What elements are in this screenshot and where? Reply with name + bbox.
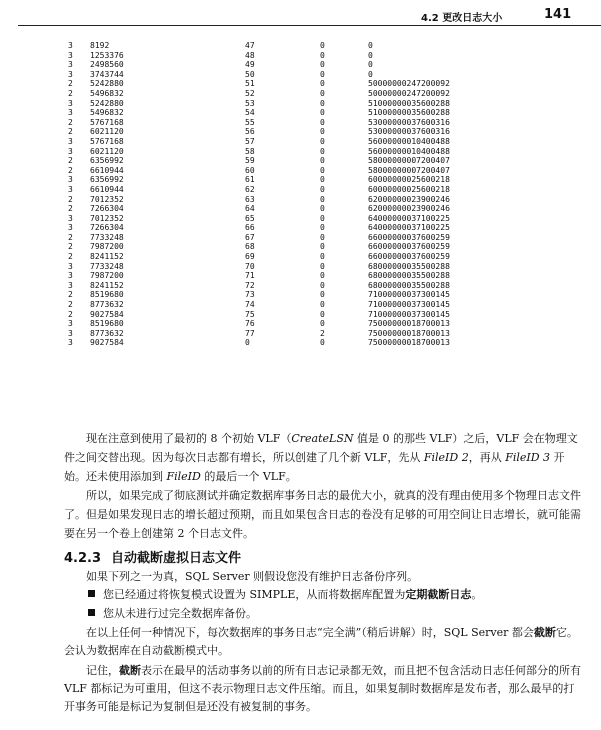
table-cell: 0	[320, 88, 325, 98]
section-title	[64, 547, 241, 566]
table-cell: 2	[68, 127, 73, 137]
table-row	[68, 137, 478, 147]
table-cell: 2	[68, 204, 73, 214]
table-cell: 6356992	[90, 156, 124, 166]
fileid-term: FileID	[166, 470, 201, 483]
table-cell: 0	[320, 98, 325, 108]
bullet-square-icon	[88, 590, 95, 597]
table-cell: 5767168	[90, 136, 124, 146]
table-cell: 2	[68, 88, 73, 98]
table-row	[68, 300, 478, 310]
table-row	[68, 118, 478, 128]
table-cell: 0	[320, 223, 325, 233]
table-cell: 0	[320, 50, 325, 60]
table-cell: 0	[320, 136, 325, 146]
table-row	[68, 147, 478, 157]
table-cell: 3	[68, 328, 73, 338]
table-row	[68, 329, 478, 339]
table-cell: 0	[320, 194, 325, 204]
table-cell: 2	[68, 300, 73, 310]
table-cell: 0	[320, 290, 325, 300]
table-cell: 2	[68, 156, 73, 166]
table-cell: 2	[68, 242, 73, 252]
table-cell: 60000000025600218	[368, 175, 450, 185]
table-cell: 0	[320, 69, 325, 79]
fileid3-term: FileID 3	[505, 451, 551, 464]
section-heading: 4.2 更改日志大小	[421, 13, 503, 24]
table-cell: 58000000007200407	[368, 156, 450, 166]
table-cell: 64000000037100225	[368, 223, 450, 233]
table-cell: 53	[245, 98, 255, 108]
table-cell: 7733248	[90, 232, 124, 242]
table-cell: 3	[68, 175, 73, 185]
table-cell: 0	[320, 41, 325, 50]
table-cell: 0	[320, 252, 325, 262]
table-cell: 67	[245, 232, 255, 242]
table-cell: 1253376	[90, 50, 124, 60]
table-cell: 3	[68, 213, 73, 223]
table-cell: 70	[245, 261, 255, 271]
table-cell: 0	[245, 338, 250, 348]
table-cell: 0	[320, 60, 325, 70]
table-cell: 49	[245, 60, 255, 70]
table-cell: 53000000037600316	[368, 127, 450, 137]
table-cell: 3	[68, 338, 73, 348]
vlf-table-body	[68, 41, 478, 348]
table-row	[68, 195, 478, 205]
table-cell: 54	[245, 108, 255, 118]
table-cell: 57	[245, 136, 255, 146]
table-row	[68, 252, 478, 262]
table-cell: 5242880	[90, 79, 124, 89]
table-cell: 50	[245, 69, 255, 79]
table-cell: 6021120	[90, 127, 124, 137]
table-cell: 9027584	[90, 338, 124, 348]
table-cell: 9027584	[90, 309, 124, 319]
table-cell: 0	[320, 309, 325, 319]
table-cell: 0	[320, 146, 325, 156]
table-cell: 2	[68, 309, 73, 319]
paragraph-vlf-alternation: 现在注意到使用了最初的 8 个初始 VLF（CreateLSN 值是 0 的那些 VLF）之后，VLF 会在物理文件之间交替出现。因为每次日志都有增长，所以创建了几个新 VLF，先从 FileID 2，再从 FileID 3 开始。还未使用添加到 FileID 的最后一个 VLF。	[64, 432, 578, 483]
table-cell: 3743744	[90, 69, 124, 79]
table-row	[68, 99, 478, 109]
table-cell: 7733248	[90, 261, 124, 271]
table-cell: 0	[368, 69, 373, 79]
table-cell: 65	[245, 213, 255, 223]
table-cell: 5496832	[90, 108, 124, 118]
vlf-table	[68, 41, 478, 348]
table-cell: 75000000018700013	[368, 319, 450, 329]
table-cell: 8192	[90, 41, 110, 50]
table-cell: 62	[245, 184, 255, 194]
table-cell: 3	[68, 69, 73, 79]
table-cell: 7266304	[90, 204, 124, 214]
paragraph-auto-truncate: 在以上任何一种情况下，每次数据库的事务日志“完全满”（稍后讲解）时，SQL Server 都会截断它。会认为数据库在自动截断模式中。	[64, 626, 578, 657]
table-cell: 74	[245, 300, 255, 310]
table-row	[68, 281, 478, 291]
table-row	[68, 262, 478, 272]
table-cell: 0	[320, 338, 325, 348]
table-row	[68, 127, 478, 137]
table-cell: 75000000018700013	[368, 328, 450, 338]
table-row	[68, 338, 478, 348]
table-cell: 73	[245, 290, 255, 300]
table-row	[68, 166, 478, 176]
table-cell: 0	[320, 156, 325, 166]
table-cell: 68000000035500288	[368, 280, 450, 290]
table-cell: 62000000023900246	[368, 204, 450, 214]
table-cell: 2	[68, 79, 73, 89]
table-cell: 3	[68, 261, 73, 271]
table-row	[68, 271, 478, 281]
table-row	[68, 156, 478, 166]
table-cell: 8519680	[90, 290, 124, 300]
createlsn-term: CreateLSN	[291, 432, 354, 445]
table-cell: 0	[320, 79, 325, 89]
table-cell: 7987200	[90, 271, 124, 281]
table-cell: 2	[68, 290, 73, 300]
table-cell: 8241152	[90, 252, 124, 262]
table-cell: 50000000247200092	[368, 88, 450, 98]
table-cell: 71000000037300145	[368, 309, 450, 319]
table-cell: 6021120	[90, 146, 124, 156]
header-rule	[18, 25, 601, 26]
table-cell: 2	[68, 117, 73, 127]
lead-sentence: 如果下列之一为真，SQL Server 则假设您没有维护日志备份序列。	[86, 570, 419, 583]
paragraph-truncate-meaning: 记住，截断表示在最早的活动事务以前的所有日志记录都无效，而且把不包含活动日志任何部分的所有 VLF 都标记为可重用，但这不表示物理日志文件压缩。而且，如果复制时数据库是发布者，那么最早的打开事务可能是标记为复制但是还没有被复制的事务。	[64, 664, 581, 713]
table-cell: 51000000035600288	[368, 108, 450, 118]
table-row	[68, 310, 478, 320]
table-cell: 51	[245, 79, 255, 89]
table-cell: 0	[368, 60, 373, 70]
table-cell: 0	[320, 117, 325, 127]
table-cell: 8773632	[90, 300, 124, 310]
table-cell: 0	[320, 184, 325, 194]
table-cell: 72	[245, 280, 255, 290]
table-cell: 68000000035500288	[368, 261, 450, 271]
table-cell: 61	[245, 175, 255, 185]
fileid2-term: FileID 2	[423, 451, 469, 464]
table-cell: 2	[68, 252, 73, 262]
table-cell: 0	[320, 300, 325, 310]
table-cell: 71000000037300145	[368, 300, 450, 310]
table-cell: 3	[68, 223, 73, 233]
table-cell: 52	[245, 88, 255, 98]
table-cell: 56	[245, 127, 255, 137]
table-cell: 66	[245, 223, 255, 233]
table-cell: 68000000035500288	[368, 271, 450, 281]
table-cell: 50000000247200092	[368, 79, 450, 89]
table-cell: 71000000037300145	[368, 290, 450, 300]
table-cell: 7012352	[90, 194, 124, 204]
table-cell: 69	[245, 252, 255, 262]
bullet-simple-recovery: 您已经通过将恢复模式设置为 SIMPLE，从而将数据库配置为定期截断日志。	[88, 586, 482, 604]
table-cell: 64000000037100225	[368, 213, 450, 223]
table-cell: 0	[320, 271, 325, 281]
table-cell: 71	[245, 271, 255, 281]
table-row	[68, 79, 478, 89]
table-cell: 62000000023900246	[368, 194, 450, 204]
table-cell: 6610944	[90, 165, 124, 175]
table-cell: 2	[320, 328, 325, 338]
table-row	[68, 60, 478, 70]
table-cell: 2	[68, 232, 73, 242]
table-cell: 0	[320, 242, 325, 252]
table-cell: 3	[68, 184, 73, 194]
table-cell: 3	[68, 50, 73, 60]
table-cell: 6610944	[90, 184, 124, 194]
table-cell: 3	[68, 41, 73, 50]
table-row	[68, 185, 478, 195]
table-row	[68, 51, 478, 61]
table-cell: 3	[68, 271, 73, 281]
bullet-square-icon	[88, 609, 95, 616]
table-cell: 5242880	[90, 98, 124, 108]
table-cell: 64	[245, 204, 255, 214]
table-cell: 3	[68, 60, 73, 70]
table-cell: 8241152	[90, 280, 124, 290]
table-cell: 75000000018700013	[368, 338, 450, 348]
table-row	[68, 290, 478, 300]
section-number: 4.2.3	[64, 551, 102, 566]
table-cell: 3	[68, 136, 73, 146]
table-cell: 59	[245, 156, 255, 166]
bullet-no-full-backup: 您从未进行过完全数据库备份。	[88, 605, 257, 623]
table-cell: 75	[245, 309, 255, 319]
table-cell: 0	[368, 41, 373, 50]
table-cell: 0	[320, 165, 325, 175]
table-cell: 0	[320, 232, 325, 242]
table-cell: 6356992	[90, 175, 124, 185]
table-row	[68, 233, 478, 243]
table-cell: 3	[68, 319, 73, 329]
table-cell: 0	[320, 175, 325, 185]
table-cell: 66000000037600259	[368, 232, 450, 242]
table-cell: 60	[245, 165, 255, 175]
table-row	[68, 41, 478, 51]
table-cell: 53000000037600316	[368, 117, 450, 127]
table-row	[68, 214, 478, 224]
table-cell: 5496832	[90, 88, 124, 98]
table-cell: 47	[245, 41, 255, 50]
table-cell: 0	[320, 280, 325, 290]
table-row	[68, 108, 478, 118]
page-number: 141	[544, 7, 572, 22]
table-cell: 0	[320, 213, 325, 223]
table-row	[68, 70, 478, 80]
table-cell: 66000000037600259	[368, 252, 450, 262]
table-cell: 56000000010400488	[368, 146, 450, 156]
table-cell: 58000000007200407	[368, 165, 450, 175]
table-cell: 2	[68, 165, 73, 175]
table-cell: 56000000010400488	[368, 136, 450, 146]
table-cell: 5767168	[90, 117, 124, 127]
table-cell: 48	[245, 50, 255, 60]
table-cell: 51000000035600288	[368, 98, 450, 108]
table-cell: 8773632	[90, 328, 124, 338]
table-cell: 0	[320, 319, 325, 329]
table-row	[68, 242, 478, 252]
table-row	[68, 319, 478, 329]
running-header	[0, 8, 601, 24]
table-cell: 0	[320, 127, 325, 137]
table-cell: 0	[368, 50, 373, 60]
table-cell: 0	[320, 108, 325, 118]
table-row	[68, 204, 478, 214]
table-cell: 0	[320, 204, 325, 214]
paragraph-multiple-log-files: 所以，如果完成了彻底测试并确定数据库事务日志的最优大小，就真的没有理由使用多个物理日志文件了。但是如果发现日志的增长超过预期，而且如果包含日志的卷没有足够的可用空间让日志增长，就可能需要在另一个卷上创建第 2 个日志文件。	[64, 489, 581, 540]
table-cell: 63	[245, 194, 255, 204]
table-cell: 58	[245, 146, 255, 156]
table-cell: 8519680	[90, 319, 124, 329]
table-cell: 77	[245, 328, 255, 338]
table-cell: 3	[68, 108, 73, 118]
table-cell: 76	[245, 319, 255, 329]
table-cell: 66000000037600259	[368, 242, 450, 252]
table-cell: 2	[68, 194, 73, 204]
table-row	[68, 175, 478, 185]
table-cell: 7266304	[90, 223, 124, 233]
table-cell: 2498560	[90, 60, 124, 70]
table-cell: 55	[245, 117, 255, 127]
table-cell: 3	[68, 98, 73, 108]
table-cell: 3	[68, 280, 73, 290]
table-cell: 7012352	[90, 213, 124, 223]
section-title-text: 自动截断虚拟日志文件	[111, 551, 242, 566]
table-cell: 60000000025600218	[368, 184, 450, 194]
table-cell: 68	[245, 242, 255, 252]
table-cell: 7987200	[90, 242, 124, 252]
table-cell: 0	[320, 261, 325, 271]
table-row	[68, 89, 478, 99]
table-cell: 3	[68, 146, 73, 156]
table-row	[68, 223, 478, 233]
